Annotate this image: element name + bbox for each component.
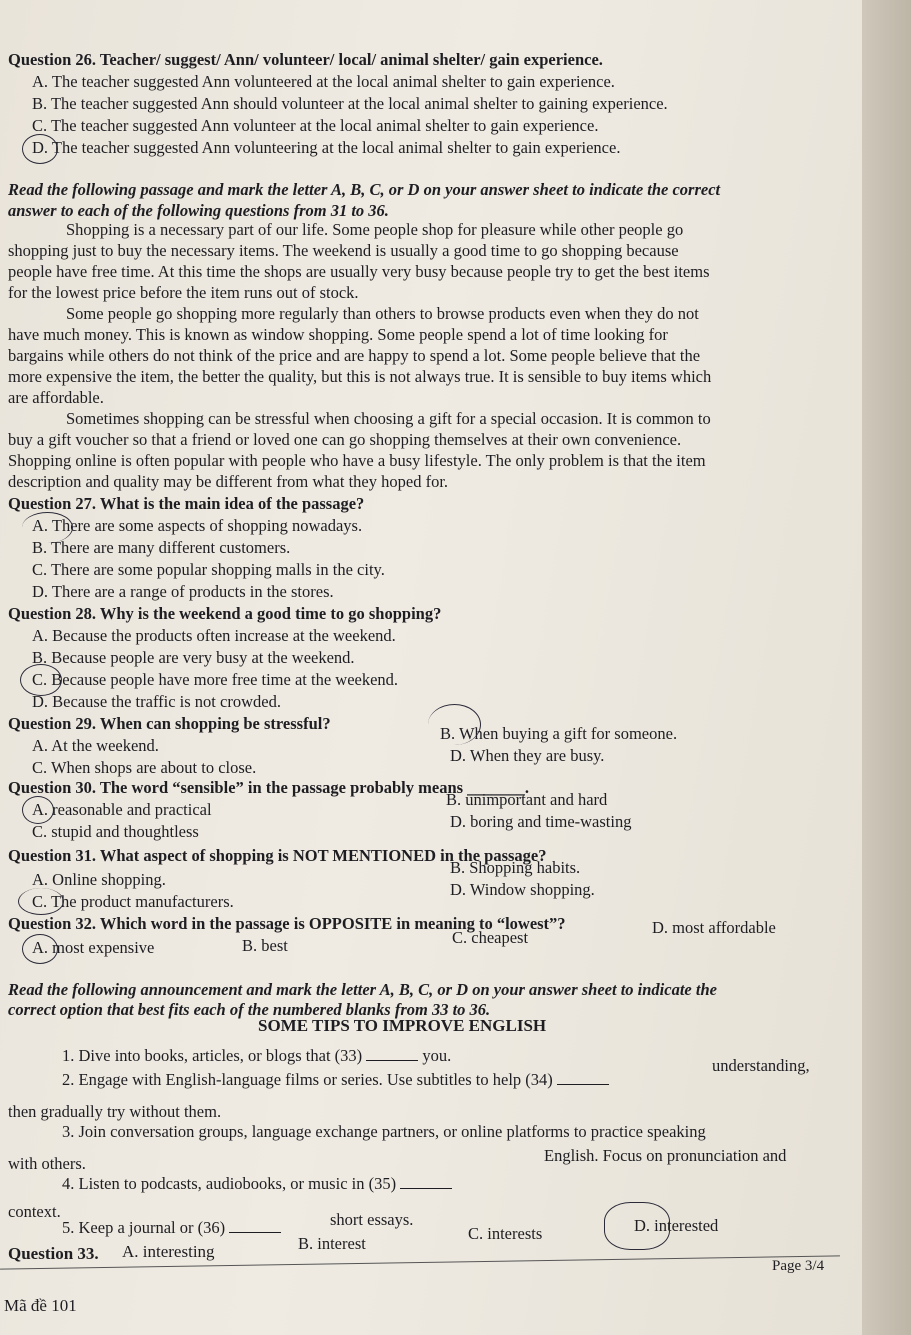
q32-answer-mark bbox=[22, 934, 58, 964]
q29-option-c[interactable]: C. When shops are about to close. bbox=[32, 758, 257, 777]
q27-option-d[interactable]: D. There are a range of products in the stores. bbox=[32, 582, 334, 601]
passage-p3-line4: description and quality may be different from what they hoped for. bbox=[8, 472, 449, 491]
q29-option-d[interactable]: D. When they are busy. bbox=[450, 746, 605, 765]
q32-option-a[interactable]: A. most expensive bbox=[32, 938, 155, 957]
q28-answer-mark bbox=[20, 664, 62, 696]
q27-option-c[interactable]: C. There are some popular shopping malls in the city. bbox=[32, 560, 385, 579]
tip-3-continued: with others. bbox=[8, 1154, 86, 1173]
q32-option-c[interactable]: C. cheapest bbox=[452, 928, 529, 947]
passage-p1-line4: for the lowest price before the item runs out of stock. bbox=[8, 283, 359, 302]
tip-2-after: understanding, bbox=[712, 1056, 810, 1075]
q28-option-d[interactable]: D. Because the traffic is not crowded. bbox=[32, 692, 281, 711]
tip-4-before: 4. Listen to podcasts, audiobooks, or music in (35) bbox=[62, 1174, 397, 1193]
passage-p3-line2: buy a gift voucher so that a friend or loved one can go shopping themselves at their own convenience. bbox=[8, 430, 682, 449]
q32-option-b[interactable]: B. best bbox=[242, 936, 288, 955]
q26-answer-mark bbox=[22, 134, 58, 164]
passage-p2-line3: bargains while others do not think of the price and are happy to spend a lot. Some people believe that the bbox=[8, 346, 701, 365]
q31-option-b[interactable]: B. Shopping habits. bbox=[450, 858, 581, 877]
tip-3-text: 3. Join conversation groups, language exchange partners, or online platforms to practice speaking bbox=[62, 1122, 706, 1141]
passage-p3-line1: Sometimes shopping can be stressful when choosing a gift for a special occasion. It is common to bbox=[66, 409, 711, 428]
cloze-instruction-2: correct option that best fits each of the numbered blanks from 33 to 36. bbox=[8, 1000, 491, 1019]
q29-answer-mark bbox=[428, 704, 481, 745]
q27-stem: Question 27. What is the main idea of the passage? bbox=[8, 494, 365, 513]
q33-option-b[interactable]: B. interest bbox=[298, 1234, 366, 1253]
q28-option-c[interactable]: C. Because people have more free time at the weekend. bbox=[32, 670, 399, 689]
q33-answer-mark bbox=[604, 1202, 670, 1250]
tip-4-text bbox=[62, 1174, 452, 1194]
q31-option-a[interactable]: A. Online shopping. bbox=[32, 870, 166, 889]
passage-p2-line1: Some people go shopping more regularly than others to browse products even when they do not bbox=[66, 304, 699, 323]
q33-option-c[interactable]: C. interests bbox=[468, 1224, 543, 1243]
q31-option-c[interactable]: C. The product manufacturers. bbox=[32, 892, 234, 911]
tip-4-continued: context. bbox=[8, 1202, 61, 1221]
q26-option-c[interactable]: C. The teacher suggested Ann volunteer at the local animal shelter to gain experience. bbox=[32, 116, 599, 135]
blank-35[interactable] bbox=[400, 1174, 452, 1189]
reading-instruction-2: answer to each of the following questions from 31 to 36. bbox=[8, 201, 389, 220]
passage-p1-line1: Shopping is a necessary part of our life. Some people shop for pleasure while other people go bbox=[66, 220, 684, 239]
q27-option-a[interactable]: A. There are some aspects of shopping nowadays. bbox=[32, 516, 363, 535]
q32-stem: Question 32. Which word in the passage is OPPOSITE in meaning to “lowest”? bbox=[8, 914, 566, 933]
q27-option-b[interactable]: B. There are many different customers. bbox=[32, 538, 291, 557]
exam-code: Mã đề 101 bbox=[4, 1296, 77, 1315]
q32-option-d[interactable]: D. most affordable bbox=[652, 918, 776, 937]
announcement-title: SOME TIPS TO IMPROVE ENGLISH bbox=[258, 1016, 547, 1035]
q31-stem: Question 31. What aspect of shopping is NOT MENTIONED in the passage? bbox=[8, 846, 547, 865]
cloze-instruction-1: Read the following announcement and mark the letter A, B, C, or D on your answer sheet to indicate the bbox=[8, 980, 717, 999]
tip-4-after: English. Focus on pronunciation and bbox=[544, 1146, 787, 1165]
blank-33[interactable] bbox=[366, 1046, 418, 1061]
q30-option-c[interactable]: C. stupid and thoughtless bbox=[32, 822, 199, 841]
q26-option-a[interactable]: A. The teacher suggested Ann volunteered at the local animal shelter to gain experience. bbox=[32, 72, 615, 91]
tip-1-text bbox=[62, 1046, 451, 1066]
q30-answer-mark bbox=[22, 796, 54, 824]
tip-5-text bbox=[62, 1218, 281, 1238]
passage-p3-line3: Shopping online is often popular with people who have a busy lifestyle. The only problem is that the item bbox=[8, 451, 706, 470]
passage-p2-line4: more expensive the item, the better the quality, but this is not always true. It is sensible to buy items which bbox=[8, 367, 712, 386]
passage-p1-line2: shopping just to buy the necessary items. The weekend is usually a good time to go shopping because bbox=[8, 241, 679, 260]
tip-1-before: 1. Dive into books, articles, or blogs that (33) bbox=[62, 1046, 363, 1065]
tip-2-before: 2. Engage with English-language films or series. Use subtitles to help (34) bbox=[62, 1070, 553, 1089]
tip-2-text bbox=[62, 1070, 609, 1090]
tip-1-after: you. bbox=[422, 1046, 452, 1065]
q26-stem: Question 26. Teacher/ suggest/ Ann/ volunteer/ local/ animal shelter/ gain experience. bbox=[8, 50, 603, 69]
passage-p2-line2: have much money. This is known as window shopping. Some people spend a lot of time looking for bbox=[8, 325, 668, 344]
q26-option-b[interactable]: B. The teacher suggested Ann should volunteer at the local animal shelter to gaining experience. bbox=[32, 94, 668, 113]
page-number: Page 3/4 bbox=[772, 1258, 825, 1274]
q30-option-b[interactable]: B. unimportant and hard bbox=[446, 790, 608, 809]
q29-option-b[interactable]: B. When buying a gift for someone. bbox=[440, 724, 678, 743]
q27-answer-mark bbox=[22, 512, 73, 543]
q33-option-d[interactable]: D. interested bbox=[634, 1216, 719, 1235]
q33-option-a[interactable]: A. interesting bbox=[122, 1242, 215, 1261]
tip-5-after: short essays. bbox=[330, 1210, 414, 1229]
q28-option-a[interactable]: A. Because the products often increase at the weekend. bbox=[32, 626, 396, 645]
q28-stem: Question 28. Why is the weekend a good time to go shopping? bbox=[8, 604, 442, 623]
q30-option-a[interactable]: A. reasonable and practical bbox=[32, 800, 212, 819]
blank-34[interactable] bbox=[557, 1070, 609, 1085]
q26-option-d[interactable]: D. The teacher suggested Ann volunteering at the local animal shelter to gain experience. bbox=[32, 138, 621, 157]
q29-stem: Question 29. When can shopping be stressful? bbox=[8, 714, 331, 733]
q29-option-a[interactable]: A. At the weekend. bbox=[32, 736, 159, 755]
passage-p1-line3: people have free time. At this time the shops are usually very busy because people try to get the best items bbox=[8, 262, 710, 281]
reading-instruction-1: Read the following passage and mark the letter A, B, C, or D on your answer sheet to indicate the correct bbox=[8, 180, 721, 199]
tip-5-before: 5. Keep a journal or (36) bbox=[62, 1218, 226, 1237]
q31-option-d[interactable]: D. Window shopping. bbox=[450, 880, 595, 899]
blank-36[interactable] bbox=[229, 1218, 281, 1233]
page-edge bbox=[862, 0, 911, 1335]
q33-stem: Question 33. bbox=[8, 1244, 99, 1263]
q31-answer-mark bbox=[18, 888, 64, 915]
q28-option-b[interactable]: B. Because people are very busy at the weekend. bbox=[32, 648, 355, 667]
tip-2-continued: then gradually try without them. bbox=[8, 1102, 222, 1121]
q30-option-d[interactable]: D. boring and time-wasting bbox=[450, 812, 632, 831]
passage-p2-line5: are affordable. bbox=[8, 388, 104, 407]
q30-stem: Question 30. The word “sensible” in the passage probably means _______. bbox=[8, 778, 530, 797]
